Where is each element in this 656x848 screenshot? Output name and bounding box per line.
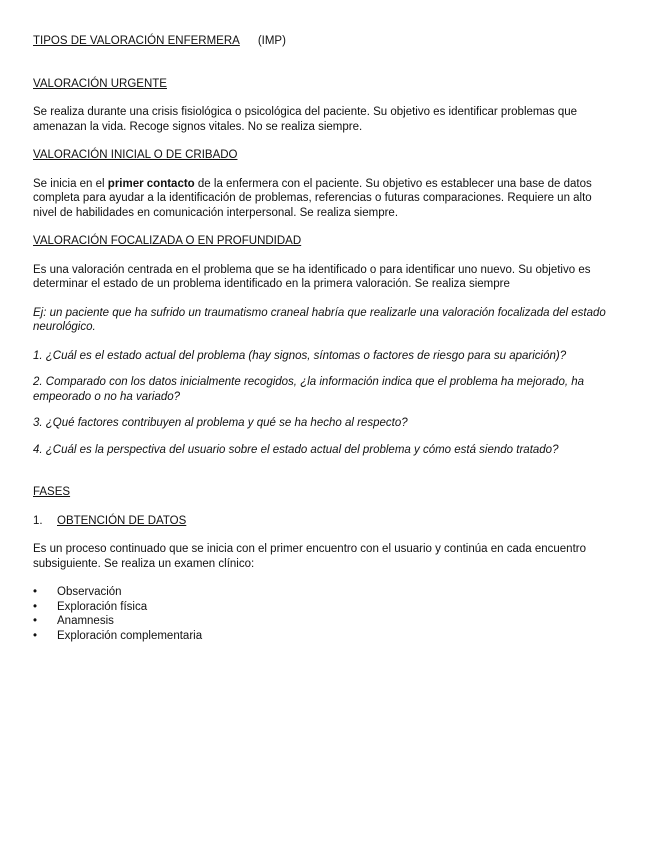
section-urgente xyxy=(33,77,618,135)
list-item-label: Anamnesis xyxy=(57,615,114,627)
document-page xyxy=(33,34,618,643)
bullet-icon: • xyxy=(33,600,38,613)
question-item: 2. Comparado con los datos inicialmente recogidos, ¿la información indica que el problema ha mejorado, ha empeorado o no ha variado? xyxy=(33,376,585,403)
bullet-icon: • xyxy=(33,615,38,627)
step-number: 1. xyxy=(33,514,43,527)
list-item xyxy=(33,600,618,615)
list-item xyxy=(33,585,618,600)
step-title: OBTENCIÓN DE DATOS xyxy=(57,514,187,527)
list-item-label: Exploración complementaria xyxy=(57,629,203,642)
section-inicial xyxy=(33,148,618,220)
paragraph-inicial-part1: Se inicia en el xyxy=(33,177,108,190)
section-heading-fases: FASES xyxy=(33,486,71,498)
section-heading-urgente: VALORACIÓN URGENTE xyxy=(33,77,167,90)
list-item xyxy=(33,614,618,629)
paragraph-inicial-bold: primer contacto xyxy=(107,177,195,190)
paragraph-fases: Es un proceso continuado que se inicia con el primer encuentro con el usuario y continúa en cada encuentro subsiguiente. Se realiza un examen clínico: xyxy=(33,543,586,570)
bullet-list xyxy=(33,585,618,643)
question-item: 4. ¿Cuál es la perspectiva del usuario sobre el estado actual del problema y cómo está siendo tratado? xyxy=(33,443,559,456)
bullet-icon: • xyxy=(33,586,38,598)
section-heading-focalizada: VALORACIÓN FOCALIZADA O EN PROFUNDIDAD xyxy=(33,235,302,247)
question-item: 3. ¿Qué factores contribuyen al problema y qué se ha hecho al respecto? xyxy=(33,417,408,429)
paragraph-inicial xyxy=(33,177,618,221)
list-item xyxy=(33,629,618,644)
example-paragraph: Ej: un paciente que ha sufrido un traumatismo craneal habría que realizarle una valoración focalizada del estado neurológico. xyxy=(33,306,606,333)
list-item-label: Exploración física xyxy=(57,600,148,613)
paragraph-urgente: Se realiza durante una crisis fisiológica o psicológica del paciente. Su objetivo es identificar problemas que amenazan la vida. Recoge signos vitales. No se realiza siempre. xyxy=(33,106,578,133)
document-title: TIPOS DE VALORACIÓN ENFERMERA xyxy=(33,35,240,47)
step-heading xyxy=(33,514,618,529)
section-fases xyxy=(33,485,618,643)
paragraph-focalizada: Es una valoración centrada en el problema que se ha identificado o para identificar uno nuevo. Su objetivo es determinar el estado de un problema identificado en la primera valoración. Se realiza siempre xyxy=(33,263,591,290)
section-focalizada xyxy=(33,234,618,457)
importance-tag: (IMP) xyxy=(257,35,286,47)
document-header xyxy=(33,34,618,49)
section-heading-inicial: VALORACIÓN INICIAL O DE CRIBADO xyxy=(33,149,238,161)
paragraph-inicial-part2: de la enfermera con el paciente. Su objetivo es establecer una base de datos completa para ayudar a la identificación de problemas, referencias o futuras comparaciones. Requiere un alto nivel de habilidades en comunicación interpersonal. Se realiza siempre. xyxy=(33,177,592,219)
list-item-label: Observación xyxy=(57,586,122,598)
question-item: 1. ¿Cuál es el estado actual del problema (hay signos, síntomas o factores de riesgo para su aparición)? xyxy=(33,349,567,362)
bullet-icon: • xyxy=(33,629,38,642)
